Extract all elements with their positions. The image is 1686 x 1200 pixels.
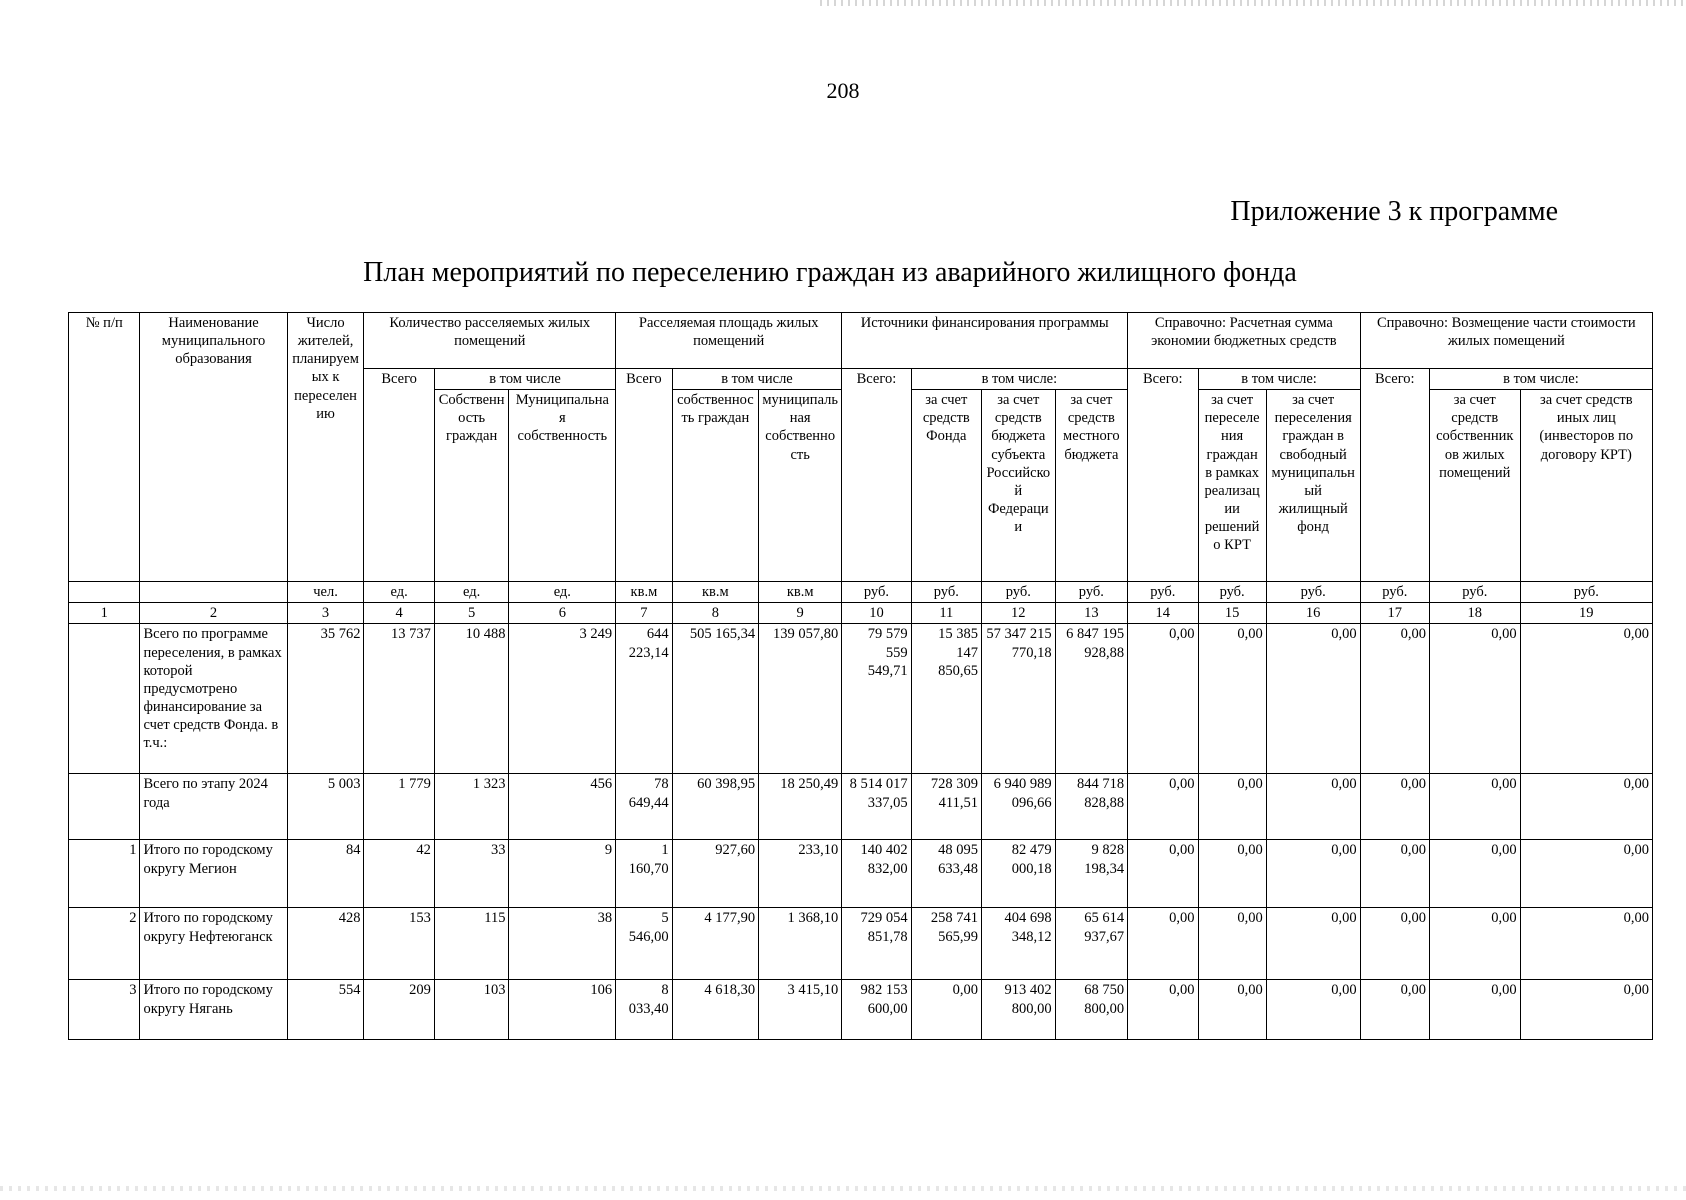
value-cell-col9: 3 415,10 [759,980,842,1040]
value-cell-col18: 0,00 [1429,840,1520,908]
header-flats-total: Всего [364,369,434,582]
units-empty-1 [69,582,140,603]
header-econ-total: Всего: [1128,369,1198,582]
document-title: План мероприятий по переселению граждан из аварийного жилищного фонда [363,257,1297,288]
table-row [69,980,1653,1040]
column-number-cell: 3 [287,603,364,624]
column-number-cell: 8 [672,603,758,624]
value-cell-col3: 428 [287,908,364,980]
unit-cell: ед. [509,582,616,603]
municipality-name: Всего по этапу 2024 года [140,774,287,840]
header-col13: за счет средств местного бюджета [1055,390,1128,582]
header-number: № п/п [69,313,140,582]
municipality-name: Итого по городскому округу Нефтеюганск [140,908,287,980]
units-row [69,582,1653,603]
value-cell-col17: 0,00 [1360,774,1429,840]
unit-cell: кв.м [759,582,842,603]
unit-cell: руб. [1520,582,1652,603]
row-number: 3 [69,980,140,1040]
table-row [69,774,1653,840]
value-cell-col6: 456 [509,774,616,840]
value-cell-col16: 0,00 [1266,908,1360,980]
value-cell-col17: 0,00 [1360,908,1429,980]
value-cell-col19: 0,00 [1520,908,1652,980]
value-cell-col14: 0,00 [1128,840,1198,908]
value-cell-col9: 233,10 [759,840,842,908]
page-number: 208 [826,78,860,103]
header-col8: собственность граждан [672,390,758,582]
header-col16: за счет переселения граждан в свободный муниципальный жилищный фонд [1266,390,1360,582]
header-group-compensation: Справочно: Возмещение части стоимости жилых помещений [1360,313,1652,369]
municipality-name: Итого по городскому округу Мегион [140,840,287,908]
value-cell-col17: 0,00 [1360,840,1429,908]
value-cell-col7: 644 223,14 [616,624,673,774]
row-number: 1 [69,840,140,908]
column-number-cell: 16 [1266,603,1360,624]
column-number-cell: 4 [364,603,434,624]
units-empty-2 [140,582,287,603]
value-cell-col18: 0,00 [1429,774,1520,840]
value-cell-col3: 84 [287,840,364,908]
value-cell-col19: 0,00 [1520,980,1652,1040]
value-cell-col4: 153 [364,908,434,980]
value-cell-col14: 0,00 [1128,908,1198,980]
header-residents: Число жителей, планируемых к переселению [287,313,364,582]
unit-cell: руб. [1055,582,1128,603]
value-cell-col7: 78 649,44 [616,774,673,840]
value-cell-col4: 209 [364,980,434,1040]
table-row [69,840,1653,908]
column-number-cell: 1 [69,603,140,624]
column-number-cell: 18 [1429,603,1520,624]
column-number-cell: 6 [509,603,616,624]
appendix-label: Приложение 3 к программе [1230,196,1558,227]
value-cell-col13: 68 750 800,00 [1055,980,1128,1040]
column-number-cell: 5 [434,603,509,624]
column-number-cell: 13 [1055,603,1128,624]
value-cell-col16: 0,00 [1266,980,1360,1040]
value-cell-col5: 103 [434,980,509,1040]
column-number-cell: 7 [616,603,673,624]
value-cell-col10: 8 514 017 337,05 [842,774,911,840]
unit-cell: руб. [1128,582,1198,603]
value-cell-col8: 4 618,30 [672,980,758,1040]
municipality-name: Всего по программе переселения, в рамках которой предусмотрено финансирование за счет средств Фонда. в т.ч.: [140,624,287,774]
header-col5: Собственность граждан [434,390,509,582]
value-cell-col6: 3 249 [509,624,616,774]
value-cell-col13: 844 718 828,88 [1055,774,1128,840]
header-col9: муниципальная собственность [759,390,842,582]
value-cell-col6: 106 [509,980,616,1040]
value-cell-col13: 65 614 937,67 [1055,908,1128,980]
header-fin-incl: в том числе: [911,369,1128,390]
table-body [69,624,1653,1040]
header-col11: за счет средств Фонда [911,390,981,582]
value-cell-col8: 927,60 [672,840,758,908]
value-cell-col12: 57 347 215 770,18 [982,624,1056,774]
unit-cell: ед. [434,582,509,603]
value-cell-col16: 0,00 [1266,774,1360,840]
value-cell-col16: 0,00 [1266,624,1360,774]
value-cell-col11: 258 741 565,99 [911,908,981,980]
value-cell-col5: 115 [434,908,509,980]
unit-cell: ед. [364,582,434,603]
value-cell-col19: 0,00 [1520,624,1652,774]
header-col6: Муниципальная собственность [509,390,616,582]
unit-cell: кв.м [616,582,673,603]
value-cell-col10: 140 402 832,00 [842,840,911,908]
value-cell-col15: 0,00 [1198,840,1266,908]
value-cell-col12: 82 479 000,18 [982,840,1056,908]
header-group-flats: Количество расселяемых жилых помещений [364,313,616,369]
value-cell-col18: 0,00 [1429,980,1520,1040]
column-number-row [69,603,1653,624]
value-cell-col7: 1 160,70 [616,840,673,908]
table-row [69,908,1653,980]
header-col18: за счет средств собственников жилых помещений [1429,390,1520,582]
value-cell-col11: 0,00 [911,980,981,1040]
unit-cell: руб. [982,582,1056,603]
value-cell-col7: 8 033,40 [616,980,673,1040]
unit-cell: руб. [911,582,981,603]
value-cell-col19: 0,00 [1520,840,1652,908]
header-fin-total: Всего: [842,369,911,582]
municipality-name: Итого по городскому округу Нягань [140,980,287,1040]
header-group-financing: Источники финансирования программы [842,313,1128,369]
value-cell-col5: 1 323 [434,774,509,840]
header-municipality: Наименование муниципального образования [140,313,287,582]
row-number [69,624,140,774]
value-cell-col9: 1 368,10 [759,908,842,980]
value-cell-col14: 0,00 [1128,980,1198,1040]
value-cell-col10: 729 054 851,78 [842,908,911,980]
column-number-cell: 9 [759,603,842,624]
header-econ-incl: в том числе: [1198,369,1360,390]
column-number-cell: 11 [911,603,981,624]
value-cell-col16: 0,00 [1266,840,1360,908]
row-number [69,774,140,840]
column-number-cell: 15 [1198,603,1266,624]
value-cell-col7: 5 546,00 [616,908,673,980]
value-cell-col14: 0,00 [1128,624,1198,774]
value-cell-col15: 0,00 [1198,980,1266,1040]
value-cell-col10: 982 153 600,00 [842,980,911,1040]
value-cell-col13: 6 847 195 928,88 [1055,624,1128,774]
column-number-cell: 19 [1520,603,1652,624]
unit-cell: руб. [842,582,911,603]
column-number-cell: 10 [842,603,911,624]
value-cell-col5: 33 [434,840,509,908]
header-comp-incl: в том числе: [1429,369,1652,390]
value-cell-col4: 13 737 [364,624,434,774]
resettlement-plan-table [68,312,1653,1040]
value-cell-col13: 9 828 198,34 [1055,840,1128,908]
value-cell-col17: 0,00 [1360,980,1429,1040]
value-cell-col11: 48 095 633,48 [911,840,981,908]
header-area-total: Всего [616,369,673,582]
scan-edge-top [820,0,1686,6]
value-cell-col8: 4 177,90 [672,908,758,980]
header-col15: за счет переселения граждан в рамках реализации решений о КРТ [1198,390,1266,582]
value-cell-col12: 6 940 989 096,66 [982,774,1056,840]
column-number-cell: 17 [1360,603,1429,624]
value-cell-col17: 0,00 [1360,624,1429,774]
unit-cell: чел. [287,582,364,603]
value-cell-col18: 0,00 [1429,624,1520,774]
header-row-1 [69,313,1653,369]
value-cell-col11: 15 385 147 850,65 [911,624,981,774]
unit-cell: кв.м [672,582,758,603]
header-col19: за счет средств иных лиц (инвесторов по договору КРТ) [1520,390,1652,582]
header-area-incl: в том числе [672,369,842,390]
value-cell-col8: 505 165,34 [672,624,758,774]
header-group-area: Расселяемая площадь жилых помещений [616,313,842,369]
value-cell-col14: 0,00 [1128,774,1198,840]
unit-cell: руб. [1429,582,1520,603]
value-cell-col8: 60 398,95 [672,774,758,840]
value-cell-col18: 0,00 [1429,908,1520,980]
value-cell-col15: 0,00 [1198,774,1266,840]
header-col12: за счет средств бюджета субъекта Российской Федерации [982,390,1056,582]
value-cell-col6: 9 [509,840,616,908]
table-row [69,624,1653,774]
row-number: 2 [69,908,140,980]
value-cell-col3: 35 762 [287,624,364,774]
value-cell-col11: 728 309 411,51 [911,774,981,840]
value-cell-col3: 5 003 [287,774,364,840]
header-comp-total: Всего: [1360,369,1429,582]
value-cell-col10: 79 579 559 549,71 [842,624,911,774]
value-cell-col15: 0,00 [1198,908,1266,980]
value-cell-col19: 0,00 [1520,774,1652,840]
header-flats-incl: в том числе [434,369,615,390]
value-cell-col4: 1 779 [364,774,434,840]
value-cell-col15: 0,00 [1198,624,1266,774]
column-number-cell: 12 [982,603,1056,624]
value-cell-col6: 38 [509,908,616,980]
value-cell-col12: 913 402 800,00 [982,980,1056,1040]
value-cell-col12: 404 698 348,12 [982,908,1056,980]
unit-cell: руб. [1198,582,1266,603]
value-cell-col4: 42 [364,840,434,908]
header-group-savings: Справочно: Расчетная сумма экономии бюджетных средств [1128,313,1361,369]
column-number-cell: 2 [140,603,287,624]
column-number-cell: 14 [1128,603,1198,624]
value-cell-col5: 10 488 [434,624,509,774]
scan-edge-bottom [0,1186,1686,1191]
value-cell-col9: 139 057,80 [759,624,842,774]
unit-cell: руб. [1266,582,1360,603]
value-cell-col9: 18 250,49 [759,774,842,840]
unit-cell: руб. [1360,582,1429,603]
value-cell-col3: 554 [287,980,364,1040]
